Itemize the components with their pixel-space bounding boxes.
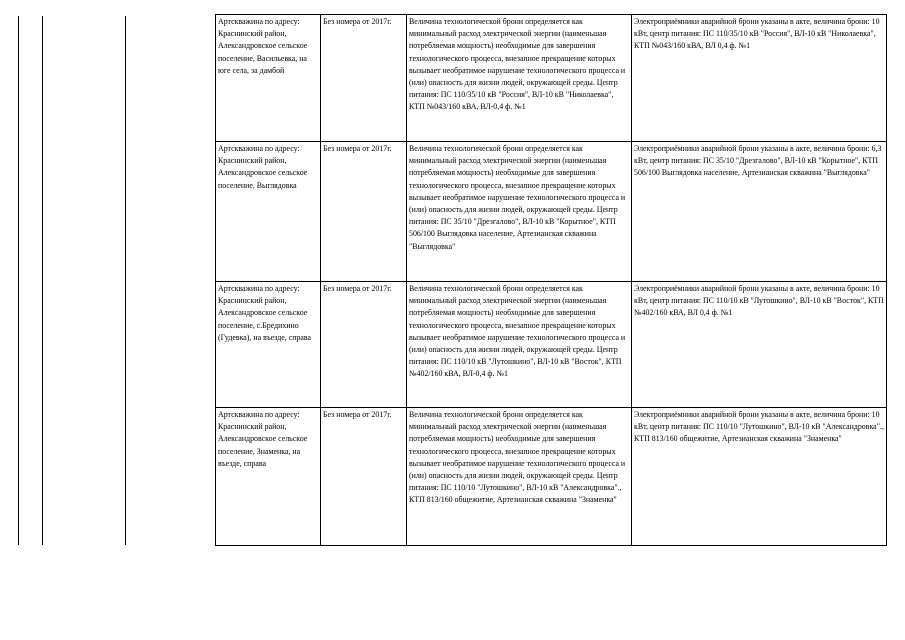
act-cell: Без номера от 2017г. [321, 15, 407, 142]
act-cell: Без номера от 2017г. [321, 408, 407, 546]
column-rule-1 [18, 16, 19, 545]
object-cell: Артскважина по адресу: Краснинский район, Александровское сельское поселение, Васильевка, на юге села, за дамбой [216, 15, 321, 142]
table-row [216, 282, 887, 408]
object-cell: Артскважина по адресу: Краснинский район, Александровское сельское поселение, с.Бредихино (Гудевка), на въезде, справа [216, 282, 321, 408]
column-rule-3 [125, 16, 126, 545]
column-rule-2 [42, 16, 43, 545]
table-row [216, 15, 887, 142]
reserve-table [215, 14, 887, 546]
table-row [216, 408, 887, 546]
act-cell: Без номера от 2017г. [321, 282, 407, 408]
description-cell: Величина технологической брони определяется как минимальный расход электрической энергии (наименьшая потребляемая мощность) необходимые для завершения технологического процесса, внезапное прекращение которых вызывает необратимое нарушение технологического процесса и (или) опасность для жизни людей, окружающей среды. Центр питания: ПС 110/10 "Лутошкино", ВЛ-10 кВ "Александровка"., КТП 813/160 общежитие, Артезианская скважина "Знаменка" [407, 408, 632, 546]
object-cell: Артскважина по адресу: Краснинский район, Александровское сельское поселение, Знаменка, на въезде, справа [216, 408, 321, 546]
emergency-reserve-cell: Электроприёмники аварийной брони указаны в акте, величина брони: 6,3 кВт, центр питания: ПС 35/10 "Дрезгалово", ВЛ-10 кВ "Корытное", КТП 506/100 Выглядовка население, Артезианская скважина "Выглядовка" [632, 142, 887, 282]
emergency-reserve-cell: Электроприёмники аварийной брони указаны в акте, величина брони: 10 кВт, центр питания: ПС 110/10 "Лутошкино", ВЛ-10 кВ "Александровка"., КТП 813/160 общежитие, Артезианская скважина "Знаменка" [632, 408, 887, 546]
act-cell: Без номера от 2017г. [321, 142, 407, 282]
emergency-reserve-cell: Электроприёмники аварийной брони указаны в акте, величина брони: 10 кВт, центр питания: ПС 110/10 кВ "Лутошкино", ВЛ-10 кВ "Восток", КТП №402/160 кВА, ВЛ 0,4 ф. №1 [632, 282, 887, 408]
description-cell: Величина технологической брони определяется как минимальный расход электрической энергии (наименьшая потребляемая мощность) необходимые для завершения технологического процесса, внезапное прекращение которых вызывает необратимое нарушение технологического процесса и (или) опасность для жизни людей, окружающей среды. Центр питания: ПС 110/35/10 кВ "Россия", ВЛ-10 кВ "Николаевка", КТП №043/160 кВА, ВЛ-0,4 ф. №1 [407, 15, 632, 142]
description-cell: Величина технологической брони определяется как минимальный расход электрической энергии (наименьшая потребляемая мощность) необходимые для завершения технологического процесса, внезапное прекращение которых вызывает необратимое нарушение технологического процесса и (или) опасность для жизни людей, окружающей среды. Центр питания: ПС 110/10 кВ "Лутошкино", ВЛ-10 кВ "Восток", КТП №402/160 кВА, ВЛ-0,4 ф. №1 [407, 282, 632, 408]
object-cell: Артскважина по адресу: Краснинский район, Александровское сельское поселение, Выглядовка [216, 142, 321, 282]
table-row [216, 142, 887, 282]
emergency-reserve-cell: Электроприёмники аварийной брони указаны в акте, величина брони: 10 кВт, центр питания: ПС 110/35/10 кВ "Россия", ВЛ-10 кВ "Николаевка", КТП №043/160 кВА, ВЛ 0,4 ф. №1 [632, 15, 887, 142]
description-cell: Величина технологической брони определяется как минимальный расход электрической энергии (наименьшая потребляемая мощность) необходимые для завершения технологического процесса, внезапное прекращение которых вызывает необратимое нарушение технологического процесса и (или) опасность для жизни людей, окружающей среды. Центр питания: ПС 35/10 "Дрезгалово", ВЛ-10 кВ "Корытное", КТП 506/100 Выглядовка население, Артезианская скважина "Выглядовка" [407, 142, 632, 282]
